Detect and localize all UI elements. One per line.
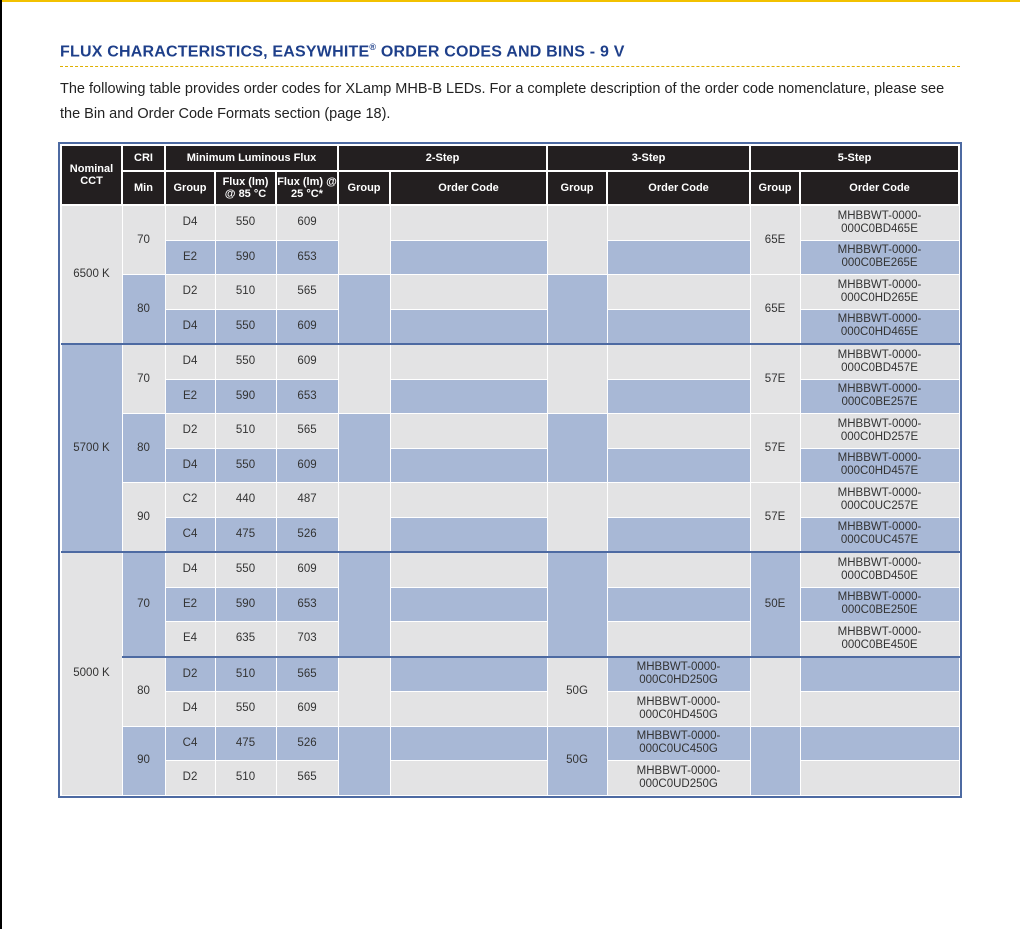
step5-code-cell <box>800 726 959 761</box>
flux-85-cell: 550 <box>215 344 276 379</box>
flux-85-cell: 590 <box>215 587 276 622</box>
step2-code-cell <box>390 483 547 518</box>
flux-group-cell: E2 <box>165 379 215 414</box>
step3-code-cell <box>607 309 750 344</box>
flux-85-cell: 635 <box>215 622 276 657</box>
step5-group-cell: 57E <box>750 483 800 553</box>
flux-85-cell: 550 <box>215 692 276 727</box>
step2-code-cell <box>390 552 547 587</box>
flux-group-cell: D2 <box>165 414 215 449</box>
flux-25-cell: 609 <box>276 309 338 344</box>
step5-group-cell <box>750 726 800 795</box>
flux-85-cell: 510 <box>215 414 276 449</box>
step3-group-cell: 50G <box>547 726 607 795</box>
flux-85-cell: 510 <box>215 761 276 796</box>
step3-group-cell <box>547 275 607 345</box>
step2-code-cell <box>390 344 547 379</box>
title-divider <box>60 66 960 67</box>
step2-code-cell <box>390 414 547 449</box>
step3-code-cell: MHBBWT-0000-000C0UC450G <box>607 726 750 761</box>
flux-85-cell: 440 <box>215 483 276 518</box>
header-2step-group: Group <box>338 171 390 205</box>
step3-code-cell <box>607 379 750 414</box>
flux-25-cell: 609 <box>276 344 338 379</box>
cri-cell: 80 <box>122 414 165 483</box>
header-2-step: 2-Step <box>338 145 547 171</box>
step2-group-cell <box>338 275 390 345</box>
step3-code-cell <box>607 205 750 240</box>
cri-cell: 90 <box>122 483 165 553</box>
flux-85-cell: 550 <box>215 448 276 483</box>
step5-code-cell: MHBBWT-0000-000C0BD465E <box>800 205 959 240</box>
cri-cell: 80 <box>122 275 165 345</box>
flux-group-cell: D4 <box>165 692 215 727</box>
header-5step-group: Group <box>750 171 800 205</box>
step3-group-cell <box>547 344 607 414</box>
flux-85-cell: 510 <box>215 275 276 310</box>
header-2step-order-code: Order Code <box>390 171 547 205</box>
flux-group-cell: D2 <box>165 657 215 692</box>
header-flux-25: Flux (lm) @ 25 °C* <box>276 171 338 205</box>
step3-code-cell: MHBBWT-0000-000C0UD250G <box>607 761 750 796</box>
cri-cell: 80 <box>122 657 165 727</box>
flux-25-cell: 653 <box>276 379 338 414</box>
header-5step-order-code: Order Code <box>800 171 959 205</box>
flux-group-cell: C4 <box>165 726 215 761</box>
flux-85-cell: 590 <box>215 240 276 275</box>
step2-code-cell <box>390 761 547 796</box>
intro-paragraph: The following table provides order codes for XLamp MHB-B LEDs. For a complete description of the order code nomenclature, please see the Bin and Order Code Formats section (page 18). <box>60 81 945 122</box>
step5-code-cell <box>800 657 959 692</box>
flux-25-cell: 653 <box>276 240 338 275</box>
step2-code-cell <box>390 587 547 622</box>
step2-code-cell <box>390 657 547 692</box>
header-group: Group <box>165 171 215 205</box>
step2-group-cell <box>338 726 390 795</box>
order-code-table <box>60 144 960 796</box>
flux-85-cell: 550 <box>215 552 276 587</box>
flux-25-cell: 565 <box>276 414 338 449</box>
flux-25-cell: 703 <box>276 622 338 657</box>
cri-cell: 70 <box>122 344 165 414</box>
flux-group-cell: C2 <box>165 483 215 518</box>
flux-25-cell: 526 <box>276 726 338 761</box>
header-3step-group: Group <box>547 171 607 205</box>
cri-cell: 70 <box>122 552 165 657</box>
flux-group-cell: D2 <box>165 275 215 310</box>
cri-cell: 70 <box>122 205 165 275</box>
step3-code-cell <box>607 622 750 657</box>
step2-group-cell <box>338 657 390 727</box>
step2-code-cell <box>390 726 547 761</box>
flux-25-cell: 565 <box>276 657 338 692</box>
flux-85-cell: 510 <box>215 657 276 692</box>
header-min: Min <box>122 171 165 205</box>
step5-group-cell: 65E <box>750 275 800 345</box>
step5-code-cell: MHBBWT-0000-000C0BE450E <box>800 622 959 657</box>
flux-85-cell: 475 <box>215 517 276 552</box>
left-border-line <box>0 0 2 929</box>
step5-group-cell: 57E <box>750 414 800 483</box>
flux-group-cell: D4 <box>165 309 215 344</box>
step3-code-cell <box>607 483 750 518</box>
step5-group-cell: 50E <box>750 552 800 657</box>
step5-code-cell: MHBBWT-0000-000C0HD457E <box>800 448 959 483</box>
flux-85-cell: 590 <box>215 379 276 414</box>
flux-group-cell: D2 <box>165 761 215 796</box>
flux-group-cell: E2 <box>165 240 215 275</box>
step5-code-cell: MHBBWT-0000-000C0BD457E <box>800 344 959 379</box>
header-min-flux: Minimum Luminous Flux <box>165 145 338 171</box>
flux-85-cell: 475 <box>215 726 276 761</box>
step3-code-cell <box>607 240 750 275</box>
flux-group-cell: D4 <box>165 552 215 587</box>
cct-cell: 5700 K <box>61 344 122 552</box>
step3-code-cell: MHBBWT-0000-000C0HD450G <box>607 692 750 727</box>
step2-code-cell <box>390 275 547 310</box>
flux-25-cell: 609 <box>276 692 338 727</box>
step3-code-cell <box>607 448 750 483</box>
step5-group-cell: 57E <box>750 344 800 414</box>
step3-code-cell <box>607 344 750 379</box>
step3-code-cell <box>607 275 750 310</box>
step5-code-cell: MHBBWT-0000-000C0HD465E <box>800 309 959 344</box>
step2-code-cell <box>390 379 547 414</box>
step5-code-cell <box>800 692 959 727</box>
step3-code-cell <box>607 552 750 587</box>
cri-cell: 90 <box>122 726 165 795</box>
step5-code-cell: MHBBWT-0000-000C0BE265E <box>800 240 959 275</box>
step5-code-cell: MHBBWT-0000-000C0UC257E <box>800 483 959 518</box>
flux-85-cell: 550 <box>215 309 276 344</box>
step5-group-cell <box>750 657 800 727</box>
flux-25-cell: 487 <box>276 483 338 518</box>
step5-code-cell: MHBBWT-0000-000C0BE257E <box>800 379 959 414</box>
step2-group-cell <box>338 552 390 657</box>
header-cri: CRI <box>122 145 165 171</box>
flux-group-cell: D4 <box>165 344 215 379</box>
header-3-step: 3-Step <box>547 145 750 171</box>
flux-25-cell: 609 <box>276 448 338 483</box>
flux-25-cell: 653 <box>276 587 338 622</box>
step2-code-cell <box>390 622 547 657</box>
step3-code-cell: MHBBWT-0000-000C0HD250G <box>607 657 750 692</box>
flux-25-cell: 565 <box>276 761 338 796</box>
section-title: FLUX CHARACTERISTICS, EASYWHITE® ORDER CODES AND BINS - 9 V <box>60 42 625 61</box>
flux-group-cell: E2 <box>165 587 215 622</box>
step2-code-cell <box>390 205 547 240</box>
flux-group-cell: D4 <box>165 448 215 483</box>
header-5-step: 5-Step <box>750 145 959 171</box>
flux-group-cell: E4 <box>165 622 215 657</box>
step2-group-cell <box>338 344 390 414</box>
step3-group-cell <box>547 483 607 553</box>
step2-code-cell <box>390 309 547 344</box>
step3-code-cell <box>607 517 750 552</box>
step3-group-cell <box>547 414 607 483</box>
step2-group-cell <box>338 414 390 483</box>
flux-25-cell: 609 <box>276 205 338 240</box>
step3-code-cell <box>607 414 750 449</box>
step5-group-cell: 65E <box>750 205 800 275</box>
header-nominal-cct: Nominal CCT <box>61 145 122 205</box>
flux-group-cell: C4 <box>165 517 215 552</box>
step5-code-cell <box>800 761 959 796</box>
header-3step-order-code: Order Code <box>607 171 750 205</box>
step5-code-cell: MHBBWT-0000-000C0HD265E <box>800 275 959 310</box>
flux-group-cell: D4 <box>165 205 215 240</box>
step2-code-cell <box>390 517 547 552</box>
step5-code-cell: MHBBWT-0000-000C0UC457E <box>800 517 959 552</box>
step2-group-cell <box>338 483 390 553</box>
step5-code-cell: MHBBWT-0000-000C0HD257E <box>800 414 959 449</box>
step3-group-cell <box>547 552 607 657</box>
step3-group-cell <box>547 205 607 275</box>
flux-25-cell: 565 <box>276 275 338 310</box>
step5-code-cell: MHBBWT-0000-000C0BE250E <box>800 587 959 622</box>
header-flux-85: Flux (lm) @ 85 °C <box>215 171 276 205</box>
cct-cell: 6500 K <box>61 205 122 344</box>
step2-code-cell <box>390 448 547 483</box>
step2-code-cell <box>390 692 547 727</box>
step2-code-cell <box>390 240 547 275</box>
cct-cell: 5000 K <box>61 552 122 795</box>
step5-code-cell: MHBBWT-0000-000C0BD450E <box>800 552 959 587</box>
step3-code-cell <box>607 587 750 622</box>
top-accent-line <box>0 0 1020 2</box>
flux-25-cell: 526 <box>276 517 338 552</box>
step2-group-cell <box>338 205 390 275</box>
step3-group-cell: 50G <box>547 657 607 727</box>
flux-25-cell: 609 <box>276 552 338 587</box>
flux-85-cell: 550 <box>215 205 276 240</box>
